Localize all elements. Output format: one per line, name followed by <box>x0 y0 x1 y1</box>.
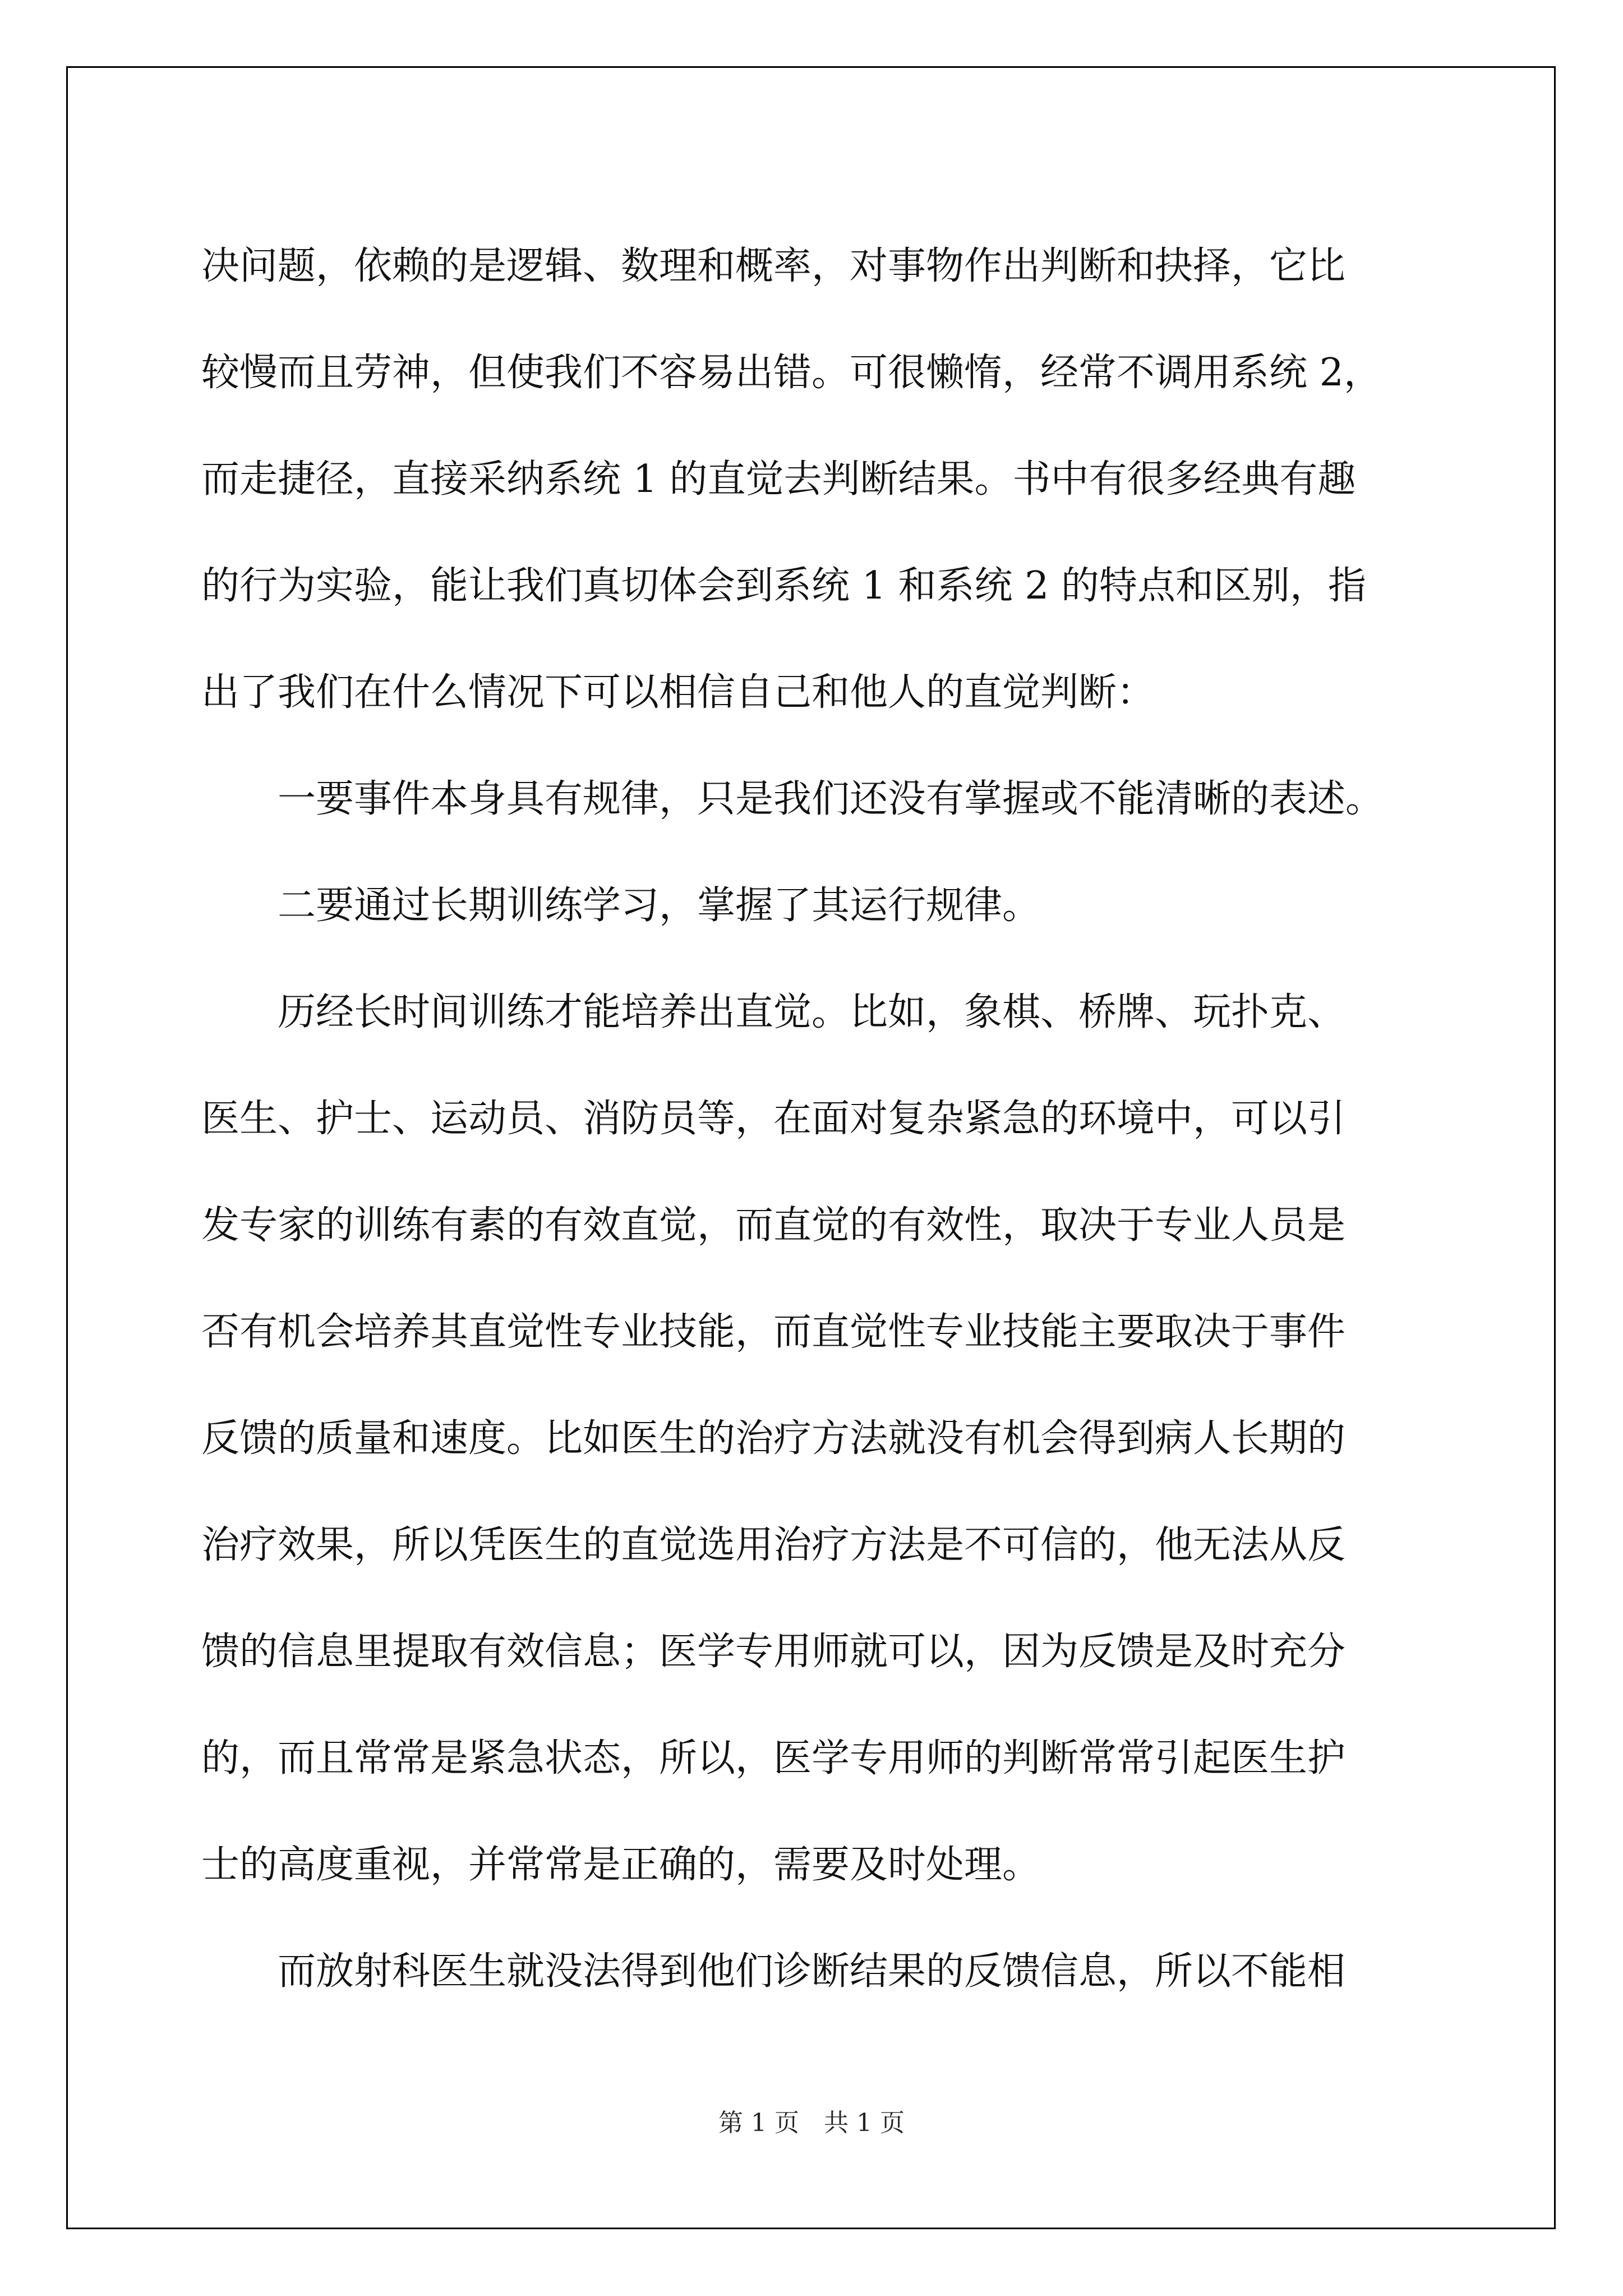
text-line: 发专家的训练有素的有效直觉，而直觉的有效性，取决于专业人员是 <box>201 1203 1346 1248</box>
text-line: 反馈的质量和速度。比如医生的治疗方法就没有机会得到病人长期的 <box>201 1416 1346 1461</box>
text-line: 的行为实验，能让我们真切体会到系统 1 和系统 2 的特点和区别，指 <box>201 564 1366 608</box>
text-line: 较慢而且劳神，但使我们不容易出错。可很懒惰，经常不调用系统 2， <box>201 351 1382 395</box>
text-line: 而走捷径，直接采纳系统 1 的直觉去判断结果。书中有很多经典有趣 <box>201 457 1356 501</box>
text-line: 否有机会培养其直觉性专业技能，而直觉性专业技能主要取决于事件 <box>201 1310 1346 1354</box>
text-line: 治疗效果，所以凭医生的直觉选用治疗方法是不可信的，他无法从反 <box>201 1523 1346 1567</box>
text-line: 馈的信息里提取有效信息；医学专用师就可以，因为反馈是及时充分 <box>201 1630 1346 1674</box>
text-line: 的，而且常常是紧急状态，所以，医学专用师的判断常常引起医生护 <box>201 1736 1346 1780</box>
text-line: 决问题，依赖的是逻辑、数理和概率，对事物作出判断和抉择，它比 <box>201 244 1346 288</box>
text-line: 出了我们在什么情况下可以相信自己和他人的直觉判断： <box>201 670 1155 715</box>
text-line: 二要通过长期训练学习，掌握了其运行规律。 <box>201 884 1041 928</box>
page-number-label: 第 1 页 共 1 页 <box>718 2109 905 2137</box>
document-body <box>201 213 1435 2025</box>
text-line: 医生、护士、运动员、消防员等，在面对复杂紧急的环境中，可以引 <box>201 1097 1346 1141</box>
text-line: 士的高度重视，并常常是正确的，需要及时处理。 <box>201 1843 1041 1887</box>
text-line: 一要事件本身具有规律，只是我们还没有掌握或不能清晰的表述。 <box>201 777 1384 821</box>
page-footer <box>0 2102 1623 2138</box>
text-line: 历经长时间训练才能培养出直觉。比如，象棋、桥牌、玩扑克、 <box>201 990 1346 1034</box>
text-line: 而放射科医生就没法得到他们诊断结果的反馈信息，所以不能相 <box>201 1949 1346 1994</box>
